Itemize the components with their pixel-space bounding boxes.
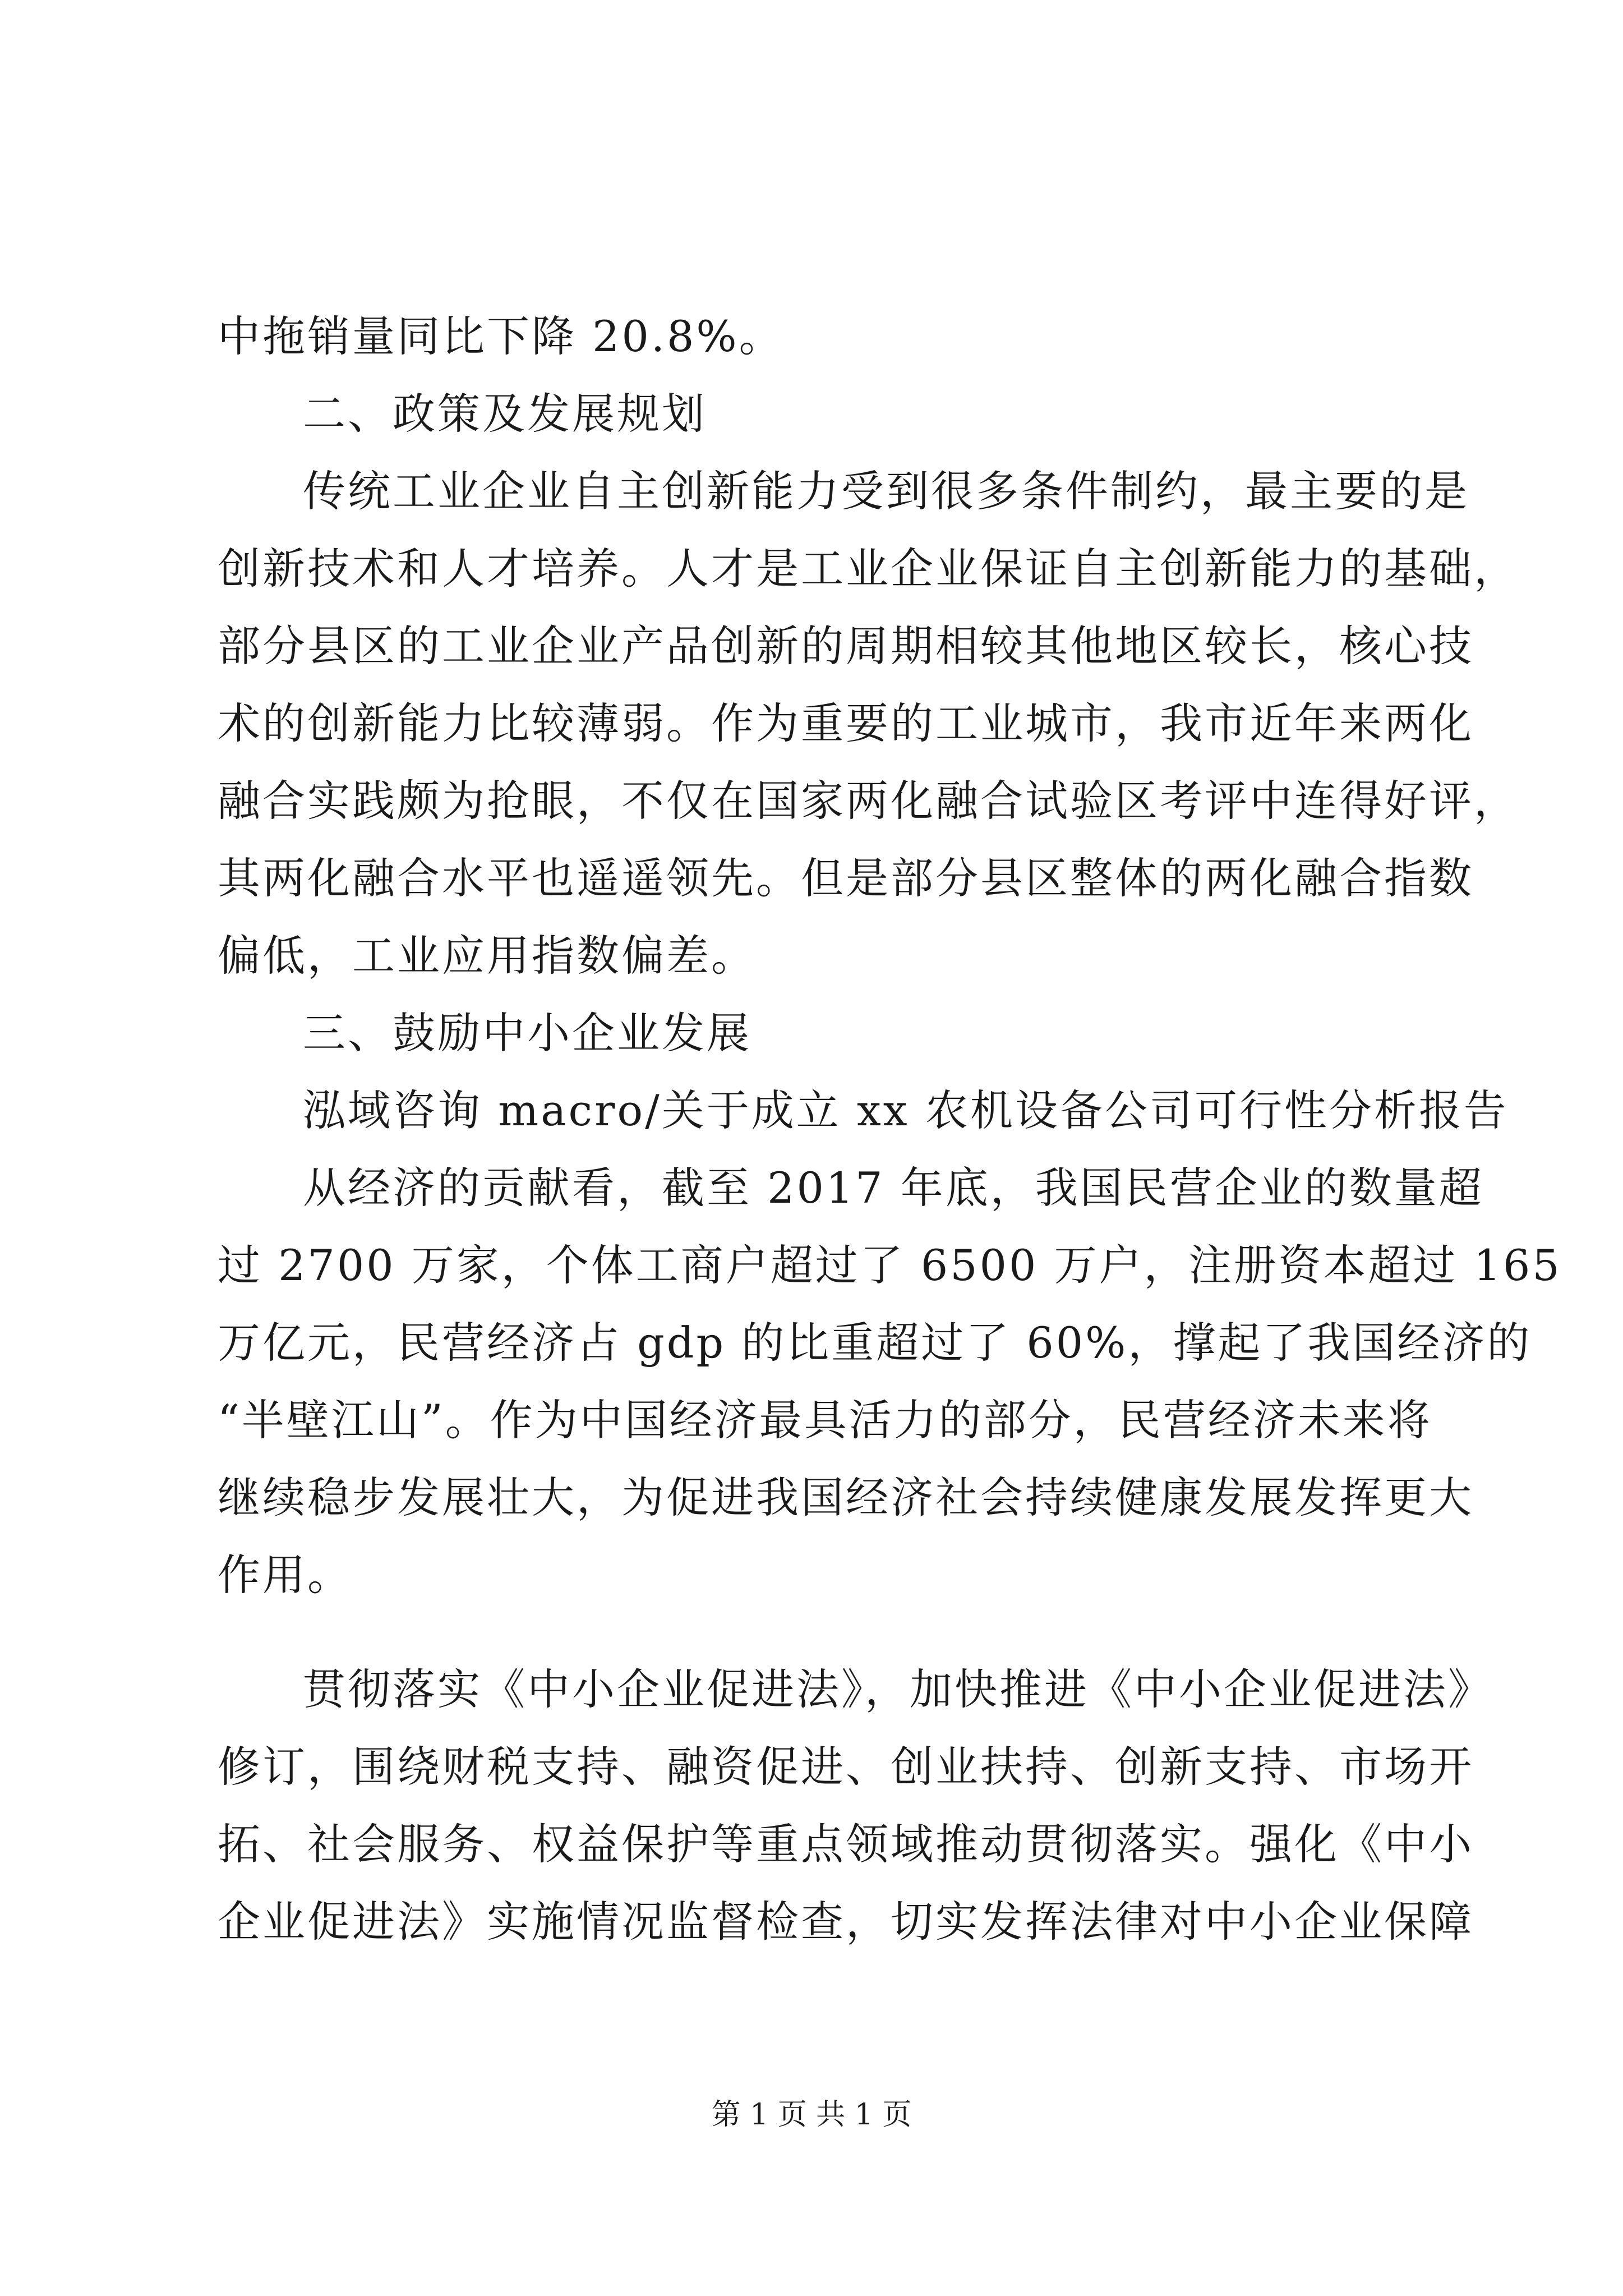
body-line: 从经济的贡献看，截至 2017 年底，我国民营企业的数量超 [303,1163,1484,1213]
body-line: 偏低，工业应用指数偏差。 [218,931,756,981]
body-line: 传统工业企业自主创新能力受到很多条件制约，最主要的是 [303,466,1469,516]
body-line: 继续稳步发展壮大，为促进我国经济社会持续健康发展发挥更大 [218,1473,1474,1522]
body-line: 部分县区的工业企业产品创新的周期相较其他地区较长，核心技 [218,621,1474,671]
body-line: 万亿元，民营经济占 gdp 的比重超过了 60%，撑起了我国经济的 [218,1318,1532,1368]
page-footer: 第 1 页 共 1 页 [711,2098,912,2132]
section-heading: 二、政策及发展规划 [303,389,707,439]
body-line: 修订，围绕财税支持、融资促进、创业扶持、创新支持、市场开 [218,1742,1474,1792]
body-line: 融合实践颇为抢眼，不仅在国家两化融合试验区考评中连得好评， [218,776,1519,826]
body-line: 过 2700 万家，个体工商户超过了 6500 万户，注册资本超过 165 [218,1240,1562,1290]
body-line: “半壁江山”。作为中国经济最具活力的部分，民营经济未来将 [218,1395,1432,1445]
body-line: 作用。 [218,1550,352,1600]
body-line: 拓、社会服务、权益保护等重点领域推动贯彻落实。强化《中小 [218,1819,1474,1869]
body-line: 创新技术和人才培养。人才是工业企业保证自主创新能力的基础， [218,544,1519,593]
body-line: 术的创新能力比较薄弱。作为重要的工业城市，我市近年来两化 [218,698,1474,748]
body-line: 中拖销量同比下降 20.8%。 [218,311,784,361]
body-line: 贯彻落实《中小企业促进法》，加快推进《中小企业促进法》 [303,1664,1493,1714]
body-line: 其两化融合水平也遥遥领先。但是部分县区整体的两化融合指数 [218,853,1474,903]
body-line: 泓域咨询 macro/关于成立 xx 农机设备公司可行性分析报告 [303,1085,1509,1135]
section-heading: 三、鼓励中小企业发展 [303,1008,751,1058]
body-line: 企业促进法》实施情况监督检查，切实发挥法律对中小企业保障 [218,1897,1474,1947]
